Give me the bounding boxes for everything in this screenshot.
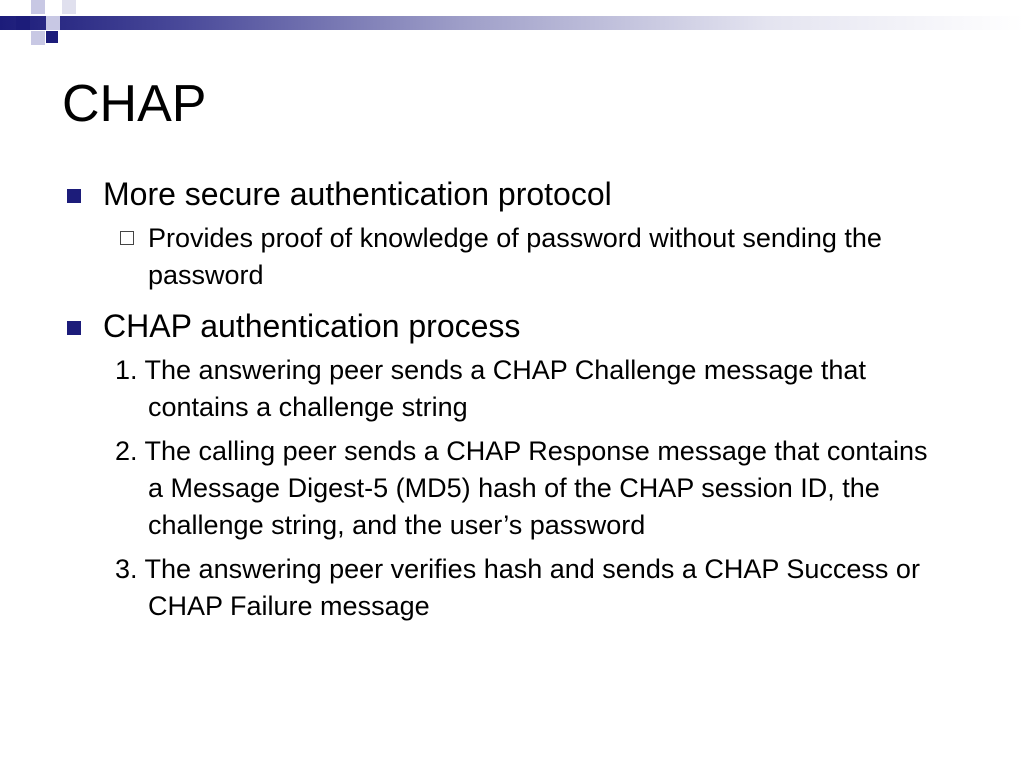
square-bullet-icon	[67, 321, 81, 335]
bullet-item	[0, 304, 1024, 348]
process-step: 2. The calling peer sends a CHAP Response message that contains a Message Digest-5 (MD5) hash of the CHAP session ID, the challenge string, and the user’s password	[115, 436, 928, 540]
decor-square-icon	[16, 16, 30, 30]
bullet-text: CHAP authentication process	[103, 308, 521, 344]
bullet-item	[0, 172, 1024, 216]
header-gradient-bar	[0, 16, 1024, 30]
sub-bullet-item	[0, 220, 1024, 294]
bullet-text: More secure authentication protocol	[103, 176, 612, 212]
sub-bullet-text: Provides proof of knowledge of password without sending the password	[148, 223, 882, 290]
decor-square-icon	[46, 31, 58, 43]
slide-title: CHAP	[62, 75, 207, 133]
square-bullet-icon	[67, 189, 81, 203]
process-step: 1. The answering peer sends a CHAP Challenge message that contains a challenge string	[115, 355, 866, 422]
decor-square-icon	[31, 0, 45, 14]
hollow-square-bullet-icon	[120, 231, 134, 245]
slide-body	[0, 172, 1024, 632]
decor-square-icon	[31, 31, 45, 45]
decor-square-icon	[46, 16, 60, 30]
decor-square-icon	[62, 0, 76, 14]
process-step: 3. The answering peer verifies hash and sends a CHAP Success or CHAP Failure message	[115, 554, 920, 621]
